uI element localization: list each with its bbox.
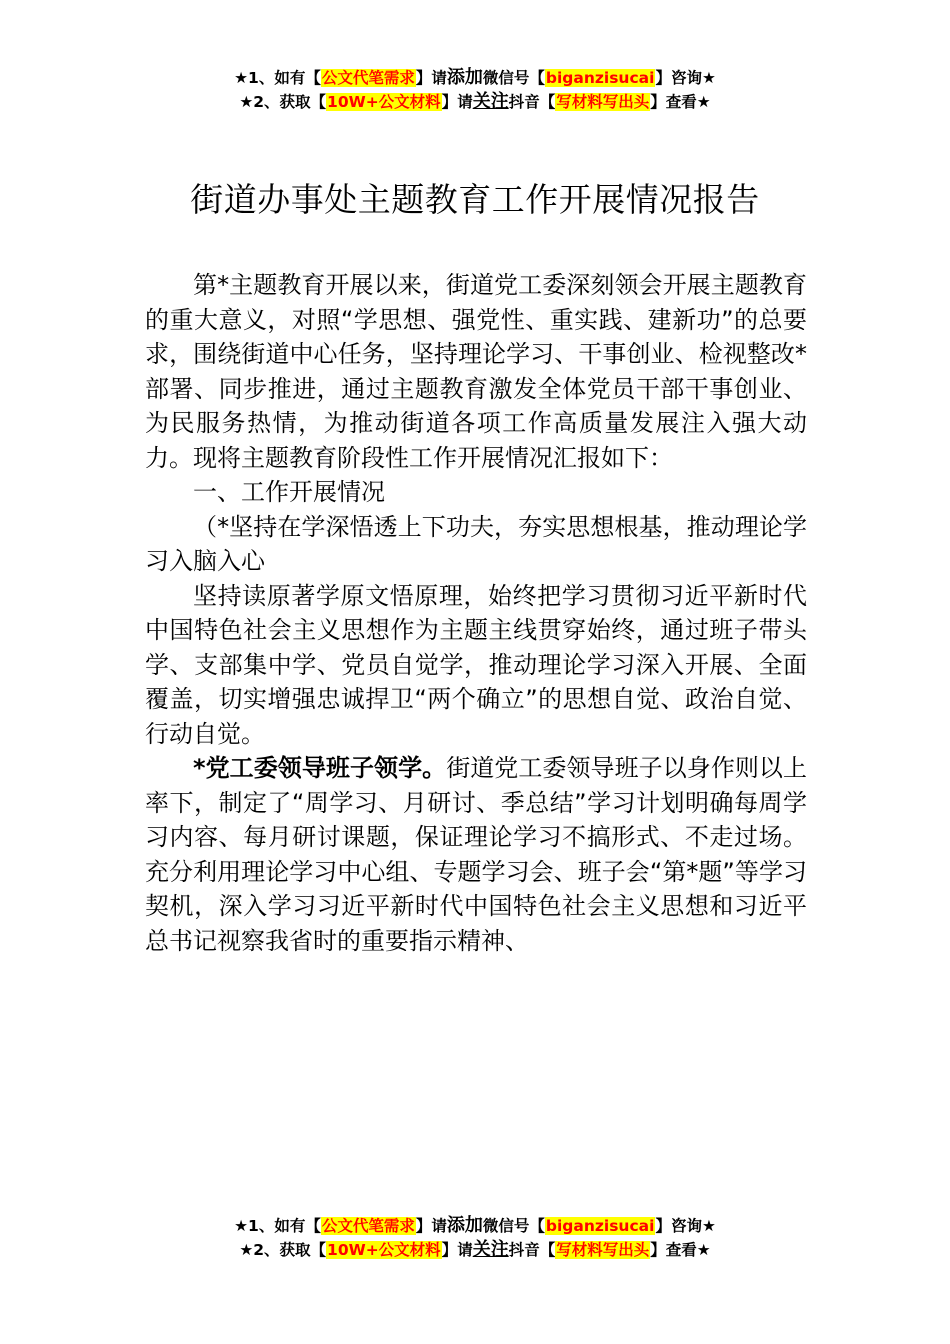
paragraph: 坚持读原著学原文悟原理，始终把学习贯彻习近平新时代中国特色社会主义思想作为主题主线贯穿始终，通过班子带头学、支部集中学、党员自觉学，推动理论学习深入开展、全面覆盖，切实增强忠诚捍卫“两个确立”的思想自觉、政治自觉、行动自觉。 [145,581,807,748]
top-banner [0,66,950,114]
banner-line-2 [0,1238,950,1262]
highlight-materials: 10W+公文材料 [327,93,441,111]
section-heading: 一、工作开展情况 [193,478,385,506]
highlight-service: 公文代笔需求 [321,69,415,87]
banner-text: 】咨询★ [655,69,716,87]
document-body [145,268,807,958]
banner-text: 】查看★ [650,93,711,111]
banner-text: 】请 [441,1241,473,1259]
banner-text: ★1、如有【 [234,1217,321,1235]
highlight-wechat-id: biganzisucai [545,1217,655,1235]
banner-text: 】请 [415,69,447,87]
paragraph: 第*主题教育开展以来，街道党工委深刻领会开展主题教育的重大意义，对照“学思想、强党性、重实践、建新功”的总要求，围绕街道中心任务，坚持理论学习、干事创业、检视整改*部署、同步推进，通过主题教育激发全体党员干部干事创业、为民服务热情，为推动街道各项工作高质量发展注入强大动力。现将主题教育阶段性工作开展情况汇报如下： [145,271,807,472]
paragraph-text: 街道党工委领导班子以身作则以上率下，制定了“周学习、月研讨、季总结”学习计划明确每周学习内容、每月研讨课题，保证理论学习不搞形式、不走过场。充分利用理论学习中心组、专题学习会、班子会“第*题”等学习契机，深入学习习近平新时代中国特色社会主义思想和习近平总书记视察我省时的重要指示精神、 [145,754,807,955]
highlight-wechat-id: biganzisucai [545,69,655,87]
banner-text: ★2、获取【 [239,93,327,111]
bottom-banner [0,1214,950,1262]
emphasis-text: 添加 [446,1215,483,1236]
highlight-douyin-id: 写材料写出头 [556,1241,650,1259]
banner-text: 微信号【 [482,69,545,87]
banner-text: 】请 [441,93,473,111]
banner-text: 】咨询★ [655,1217,716,1235]
emphasis-text: 关注 [472,91,509,112]
banner-text: ★1、如有【 [234,69,321,87]
emphasis-text: 添加 [446,67,483,88]
banner-line-2 [0,90,950,114]
highlight-service: 公文代笔需求 [321,1217,415,1235]
highlight-materials: 10W+公文材料 [327,1241,441,1259]
banner-text: 抖音【 [508,93,556,111]
subsection-heading: （*坚持在学深悟透上下功夫，夯实思想根基，推动理论学习入脑入心 [145,512,807,575]
banner-text: 微信号【 [482,1217,545,1235]
banner-line-1 [0,1214,950,1238]
paragraph [145,751,807,958]
banner-text: ★2、获取【 [239,1241,327,1259]
emphasis-text: 关注 [472,1239,509,1260]
banner-text: 】查看★ [650,1241,711,1259]
banner-text: 】请 [415,1217,447,1235]
document-title: 街道办事处主题教育工作开展情况报告 [190,180,760,219]
banner-text: 抖音【 [508,1241,556,1259]
paragraph-lead: *党工委领导班子领学。 [193,754,447,782]
banner-line-1 [0,66,950,90]
highlight-douyin-id: 写材料写出头 [556,93,650,111]
